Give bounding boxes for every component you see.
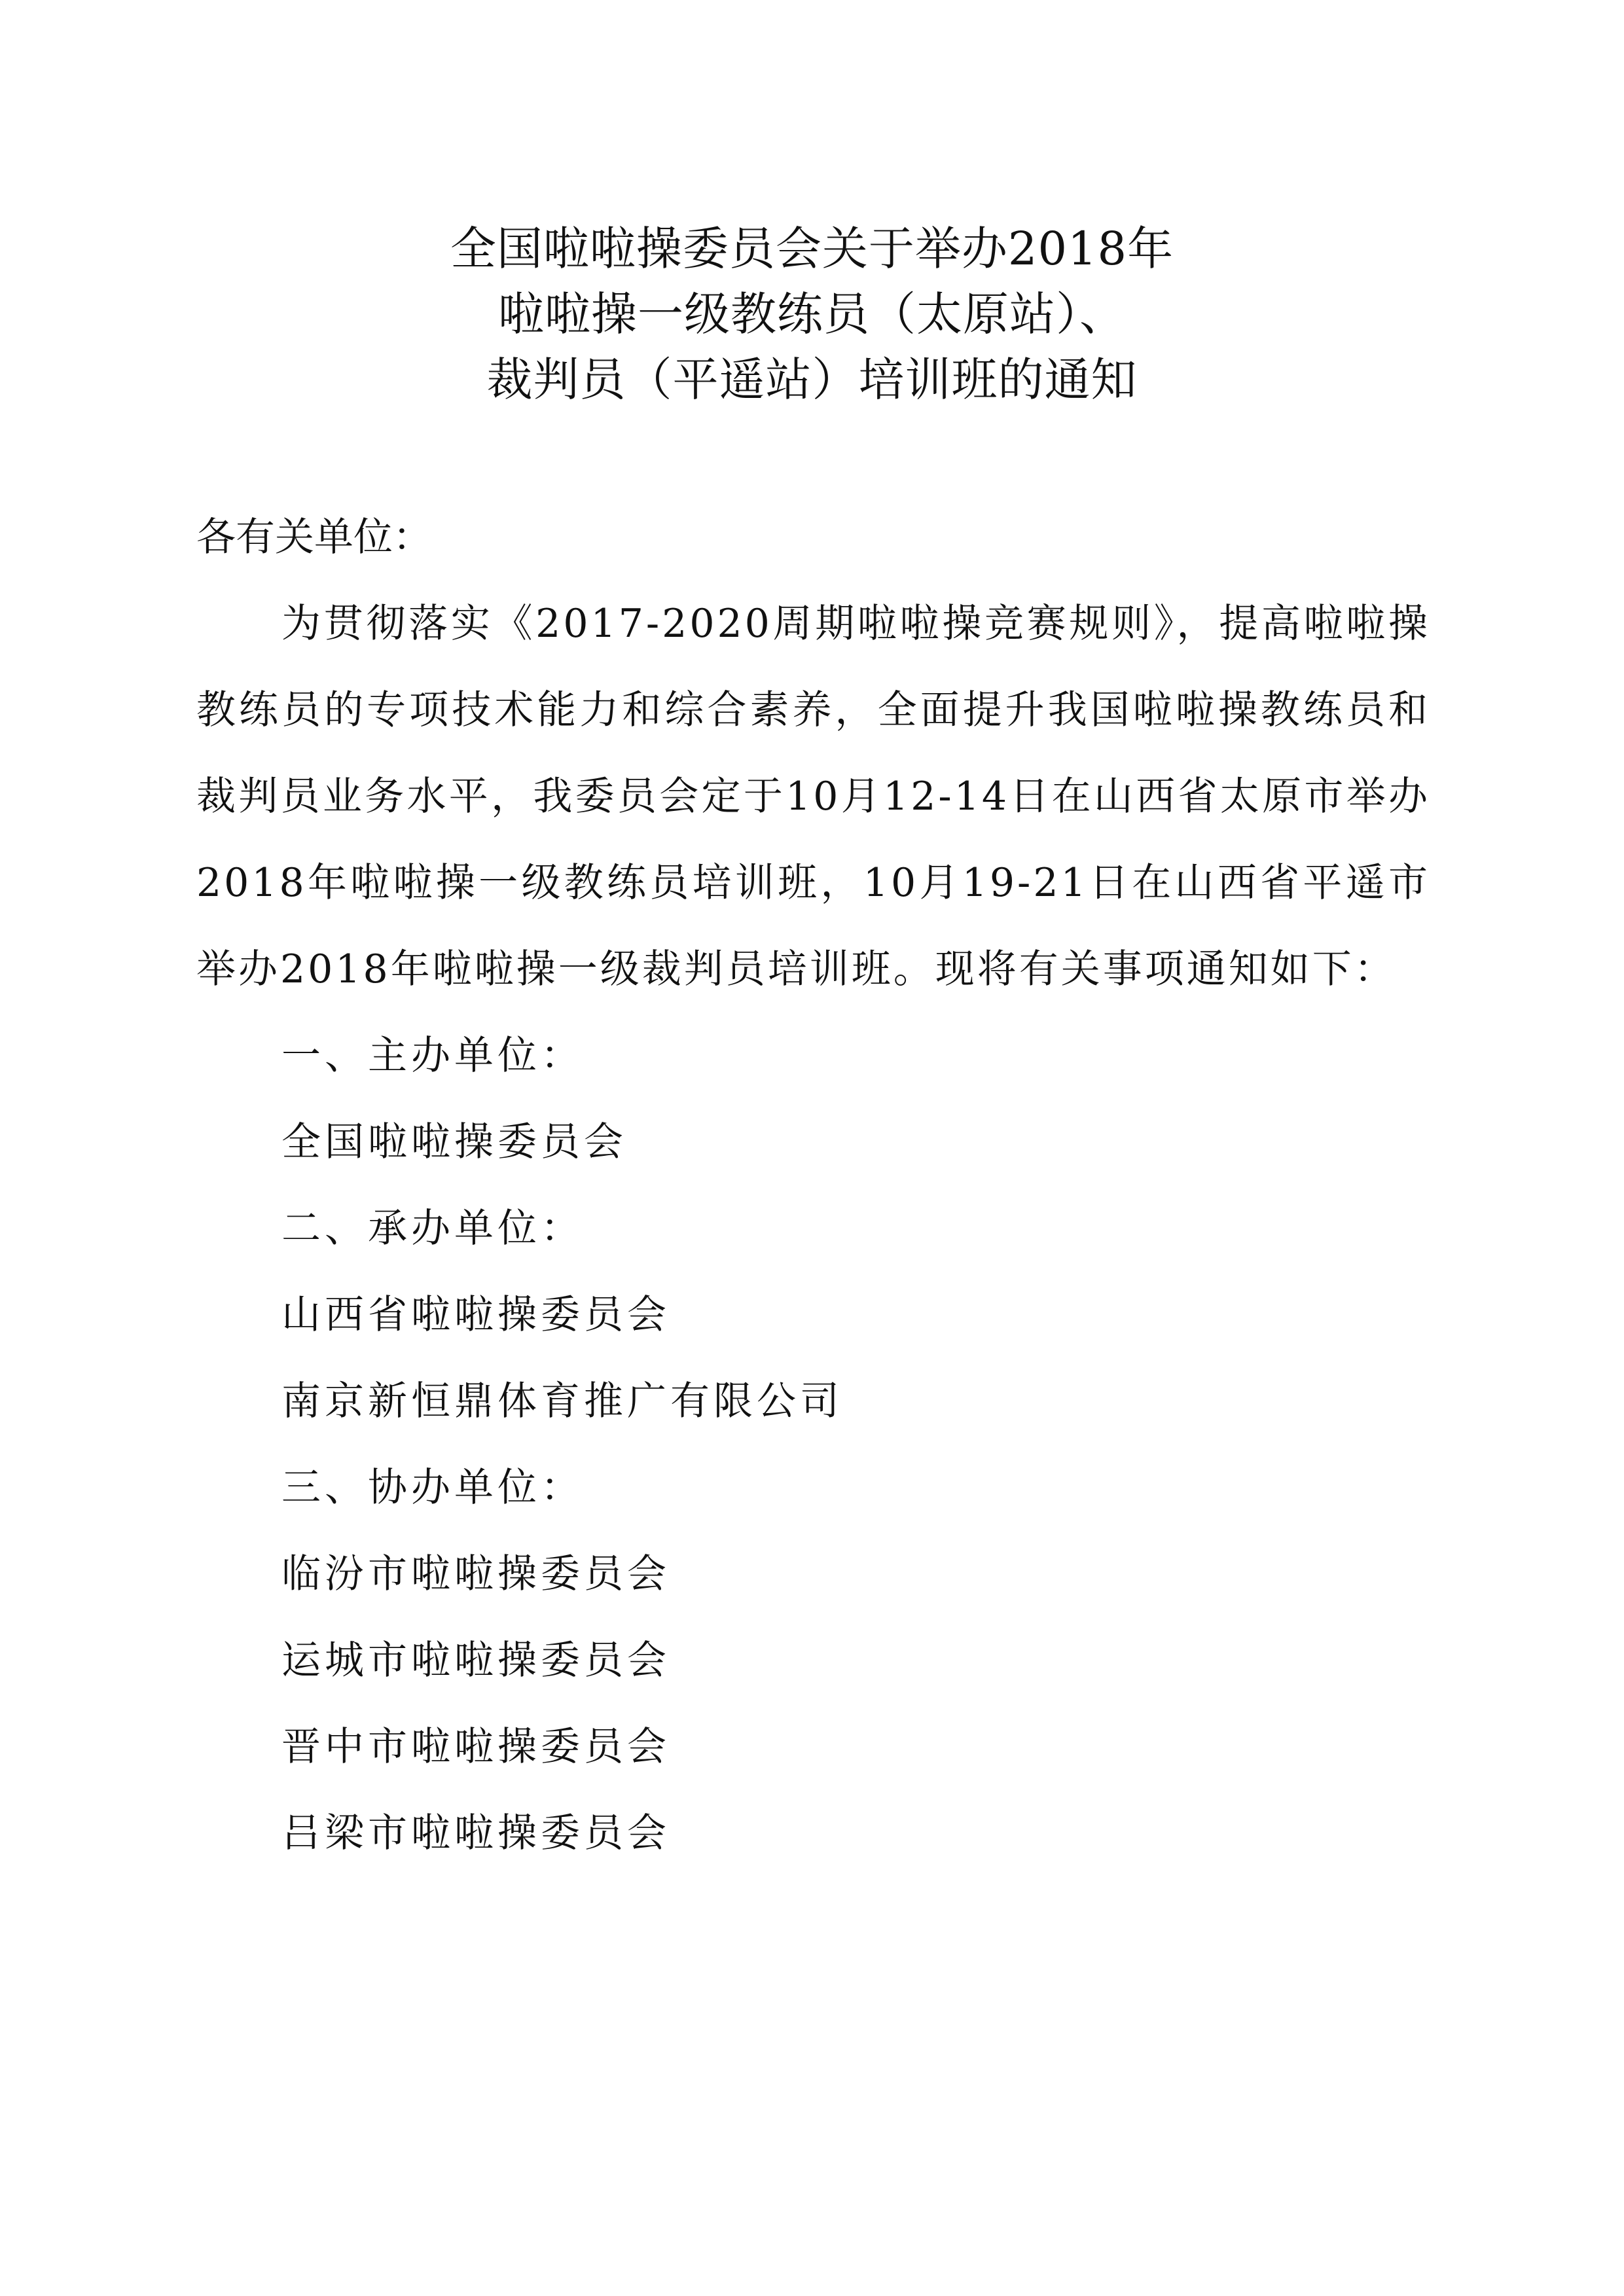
host-name-2: 南京新恒鼎体育推广有限公司 xyxy=(281,1378,843,1424)
co-organizer-name-4: 吕梁市啦啦操委员会 xyxy=(281,1810,670,1856)
section-heading-co-organizer: 三、协办单位： xyxy=(281,1465,584,1511)
salutation: 各有关单位： xyxy=(196,514,432,560)
co-organizer-name-2: 运城市啦啦操委员会 xyxy=(281,1638,670,1683)
intro-paragraph: 为贯彻落实《2017-2020周期啦啦操竞赛规则》，提高啦啦操教练员的专项技术能力和综合素养，全面提升我国啦啦操教练员和裁判员业务水平，我委员会定于10月12-14日在山西省太原市举办2018年啦啦操一级教练员培训班，10月19-21日在山西省平遥市举办2018年啦啦操一级裁判员培训班。现将有关事项通知如下： xyxy=(196,601,1430,992)
co-organizer-name-1: 临汾市啦啦操委员会 xyxy=(281,1551,670,1597)
section-heading-host: 二、承办单位： xyxy=(281,1206,584,1251)
title-line-3: 裁判员（平遥站）培训班的通知 xyxy=(486,353,1138,406)
title-line-2: 啦啦操一级教练员（太原站）、 xyxy=(498,287,1126,341)
section-heading-organizer: 一、主办单位： xyxy=(281,1033,584,1079)
co-organizer-name-3: 晋中市啦啦操委员会 xyxy=(281,1724,670,1770)
document-title xyxy=(0,216,1624,412)
host-name-1: 山西省啦啦操委员会 xyxy=(281,1292,670,1338)
title-line-1: 全国啦啦操委员会关于举办2018年 xyxy=(450,222,1174,276)
organizer-name: 全国啦啦操委员会 xyxy=(281,1119,627,1165)
document-body xyxy=(196,494,1430,1876)
